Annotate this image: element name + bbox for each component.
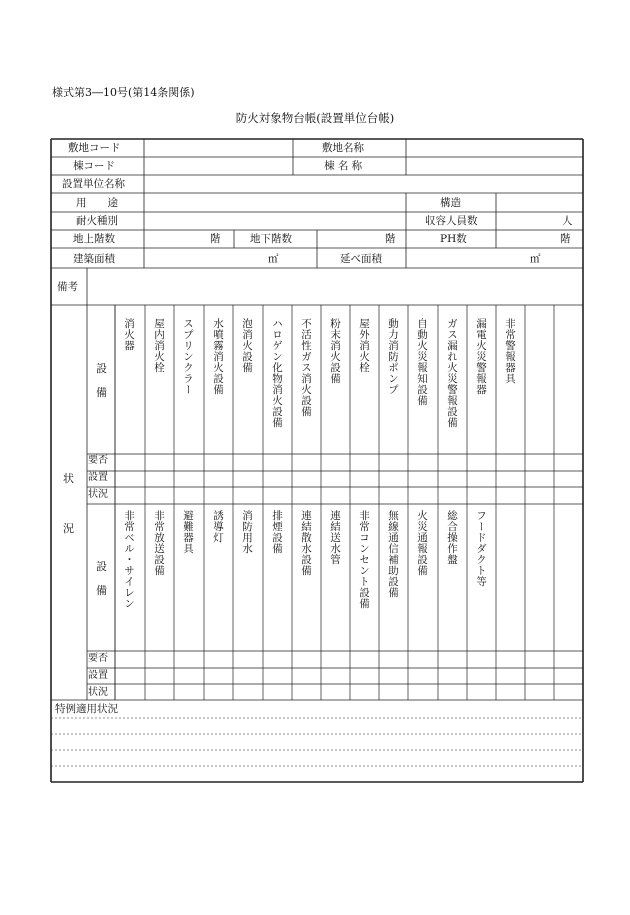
label-equipment-1-bottom: 備 [96,386,107,399]
equipment-2-label-2: 避難器具 [182,510,194,554]
label-fire-resistance: 耐火種別 [76,215,118,227]
equipment-1-label-4: 泡消火設備 [241,318,253,373]
label-site-code: 敷地コード [68,142,121,154]
equipment-2-label-5: 排煙設備 [271,510,283,554]
equipment-1-label-0: 消火器 [123,318,135,351]
equipment-2-label-8: 非常コンセント設備 [358,510,370,609]
equipment-1-label-5: ハロゲン化物消火設備 [271,318,283,428]
unit-floors-above: 階 [210,233,221,245]
label-remarks: 備考 [57,281,78,293]
equipment-2-label-0: 非常ベル・サイレン [123,510,135,609]
label-status-side-bottom: 況 [63,522,74,535]
unit-capacity: 人 [562,215,573,227]
equipment-2-label-9: 無線通信補助設備 [387,510,399,598]
equipment-2-label-7: 連結送水管 [329,510,341,565]
equipment-1-label-11: ガス漏れ火災警報設備 [446,318,458,428]
unit-total-floor-area: ㎡ [530,253,541,265]
unit-building-area: ㎡ [268,253,279,265]
label-building-code: 棟コード [73,160,115,172]
label-equipment-2-top: 設 [96,560,107,573]
equipment-1-label-13: 非常警報器具 [504,318,516,384]
equipment-2-label-3: 誘導灯 [212,510,224,543]
equipment-1-label-6: 不活性ガス消火設備 [300,318,312,417]
label-equipment-1-top: 設 [96,362,107,375]
equipment-1-label-2: スプリンクラー [182,318,194,395]
equipment-1-label-9: 動力消防ポンプ [387,318,399,395]
equipment-1-label-8: 屋外消火栓 [358,318,370,373]
label-capacity: 収容人員数 [425,215,478,227]
label-required-1: 要否 [88,455,108,466]
label-condition-1: 状況 [88,489,108,500]
label-total-floor-area: 延べ面積 [340,253,382,265]
label-site-name: 敷地名称 [322,142,364,154]
label-special-exemptions: 特例適用状況 [55,703,118,715]
form-code: 様式第3―10号(第14条関係) [52,86,195,99]
label-condition-2: 状況 [88,687,108,698]
equipment-2-label-10: 火災通報設備 [416,510,428,576]
label-status-side-top: 状 [63,472,74,485]
label-installed-1: 設置 [88,472,108,483]
equipment-2-label-6: 連結散水設備 [300,510,312,576]
unit-ph-floors: 階 [560,233,571,245]
equipment-2-label-12: フードダクト等 [475,510,487,587]
equipment-1-label-7: 粉末消火設備 [329,318,341,384]
label-ph-floors: PH数 [440,233,467,245]
unit-floors-below: 階 [385,233,396,245]
equipment-1-label-12: 漏電火災警報器 [475,318,487,395]
label-installed-2: 設置 [88,670,108,681]
label-floors-below: 地下階数 [250,233,292,245]
equipment-1-label-3: 水噴霧消火設備 [212,318,224,395]
equipment-1-label-10: 自動火災報知設備 [416,318,428,406]
equipment-2-label-11: 総合操作盤 [446,510,458,565]
equipment-2-label-1: 非常放送設備 [153,510,165,576]
equipment-1-label-1: 屋内消火栓 [153,318,165,373]
label-floors-above: 地上階数 [73,233,115,245]
label-usage: 用 途 [76,197,118,209]
document-title: 防火対象物台帳(設置単位台帳) [235,111,395,125]
label-required-2: 要否 [88,653,108,664]
label-building-area: 建築面積 [73,253,115,265]
label-building-name: 棟 名 称 [324,160,363,172]
equipment-2-label-4: 消防用水 [241,510,253,554]
label-unit-name: 設置単位名称 [62,178,125,190]
label-structure: 構造 [440,197,461,209]
label-equipment-2-bottom: 備 [96,584,107,597]
